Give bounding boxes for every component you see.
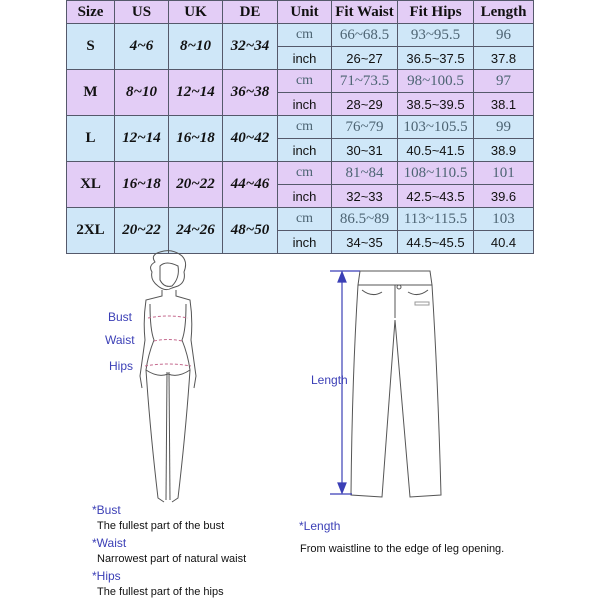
pants-figure — [351, 271, 441, 497]
us-cell: 16~18 — [115, 162, 169, 208]
note-length-desc: From waistline to the edge of leg opening. — [300, 543, 505, 555]
unit-cell: inch — [278, 47, 332, 70]
header-fit-waist: Fit Waist — [332, 1, 398, 24]
de-cell: 48~50 — [223, 208, 278, 254]
size-cell: L — [67, 116, 115, 162]
length-inch-cell: 40.4 — [474, 231, 534, 254]
unit-cell: inch — [278, 93, 332, 116]
hips-inch-cell: 44.5~45.5 — [398, 231, 474, 254]
size-cell: XL — [67, 162, 115, 208]
us-cell: 12~14 — [115, 116, 169, 162]
waist-inch-cell: 26~27 — [332, 47, 398, 70]
de-cell: 32~34 — [223, 24, 278, 70]
uk-cell: 24~26 — [169, 208, 223, 254]
length-inch-cell: 38.1 — [474, 93, 534, 116]
hips-cm-cell: 98~100.5 — [398, 70, 474, 93]
waist-cm-cell: 76~79 — [332, 116, 398, 139]
unit-cell: inch — [278, 139, 332, 162]
length-cm-cell: 101 — [474, 162, 534, 185]
size-cell: M — [67, 70, 115, 116]
note-length-title: *Length — [299, 519, 341, 533]
length-cm-cell: 96 — [474, 24, 534, 47]
header-length: Length — [474, 1, 534, 24]
waist-cm-cell: 86.5~89 — [332, 208, 398, 231]
unit-cell: cm — [278, 24, 332, 47]
size-cell: 2XL — [67, 208, 115, 254]
label-length: Length — [311, 373, 348, 387]
note-hips-desc: The fullest part of the hips — [97, 586, 224, 598]
hips-cm-cell: 113~115.5 — [398, 208, 474, 231]
waist-inch-cell: 30~31 — [332, 139, 398, 162]
length-cm-cell: 103 — [474, 208, 534, 231]
hips-inch-cell: 40.5~41.5 — [398, 139, 474, 162]
length-inch-cell: 39.6 — [474, 185, 534, 208]
de-cell: 40~42 — [223, 116, 278, 162]
waist-inch-cell: 34~35 — [332, 231, 398, 254]
header-us: US — [115, 1, 169, 24]
uk-cell: 20~22 — [169, 162, 223, 208]
hips-inch-cell: 36.5~37.5 — [398, 47, 474, 70]
note-waist-title: *Waist — [92, 536, 127, 550]
waist-cm-cell: 71~73.5 — [332, 70, 398, 93]
hips-cm-cell: 103~105.5 — [398, 116, 474, 139]
header-unit: Unit — [278, 1, 332, 24]
hips-inch-cell: 38.5~39.5 — [398, 93, 474, 116]
us-cell: 4~6 — [115, 24, 169, 70]
hips-inch-cell: 42.5~43.5 — [398, 185, 474, 208]
length-cm-cell: 99 — [474, 116, 534, 139]
us-cell: 8~10 — [115, 70, 169, 116]
unit-cell: cm — [278, 162, 332, 185]
waist-cm-cell: 66~68.5 — [332, 24, 398, 47]
note-bust-title: *Bust — [92, 503, 121, 517]
waist-inch-cell: 32~33 — [332, 185, 398, 208]
body-figure — [140, 251, 196, 502]
label-hips: Hips — [109, 359, 134, 373]
unit-cell: cm — [278, 70, 332, 93]
unit-cell: inch — [278, 185, 332, 208]
waist-inch-cell: 28~29 — [332, 93, 398, 116]
length-cm-cell: 97 — [474, 70, 534, 93]
measure-lines — [145, 316, 191, 366]
header-de: DE — [223, 1, 278, 24]
header-uk: UK — [169, 1, 223, 24]
header-fit-hips: Fit Hips — [398, 1, 474, 24]
header-size: Size — [67, 1, 115, 24]
uk-cell: 12~14 — [169, 70, 223, 116]
size-cell: S — [67, 24, 115, 70]
unit-cell: inch — [278, 231, 332, 254]
note-bust-desc: The fullest part of the bust — [97, 520, 225, 532]
us-cell: 20~22 — [115, 208, 169, 254]
de-cell: 44~46 — [223, 162, 278, 208]
unit-cell: cm — [278, 208, 332, 231]
unit-cell: cm — [278, 116, 332, 139]
uk-cell: 8~10 — [169, 24, 223, 70]
note-hips-title: *Hips — [92, 569, 121, 583]
label-waist: Waist — [105, 333, 135, 347]
length-inch-cell: 38.9 — [474, 139, 534, 162]
waist-cm-cell: 81~84 — [332, 162, 398, 185]
length-inch-cell: 37.8 — [474, 47, 534, 70]
uk-cell: 16~18 — [169, 116, 223, 162]
label-bust: Bust — [108, 310, 133, 324]
hips-cm-cell: 93~95.5 — [398, 24, 474, 47]
hips-cm-cell: 108~110.5 — [398, 162, 474, 185]
de-cell: 36~38 — [223, 70, 278, 116]
note-waist-desc: Narrowest part of natural waist — [97, 553, 247, 565]
